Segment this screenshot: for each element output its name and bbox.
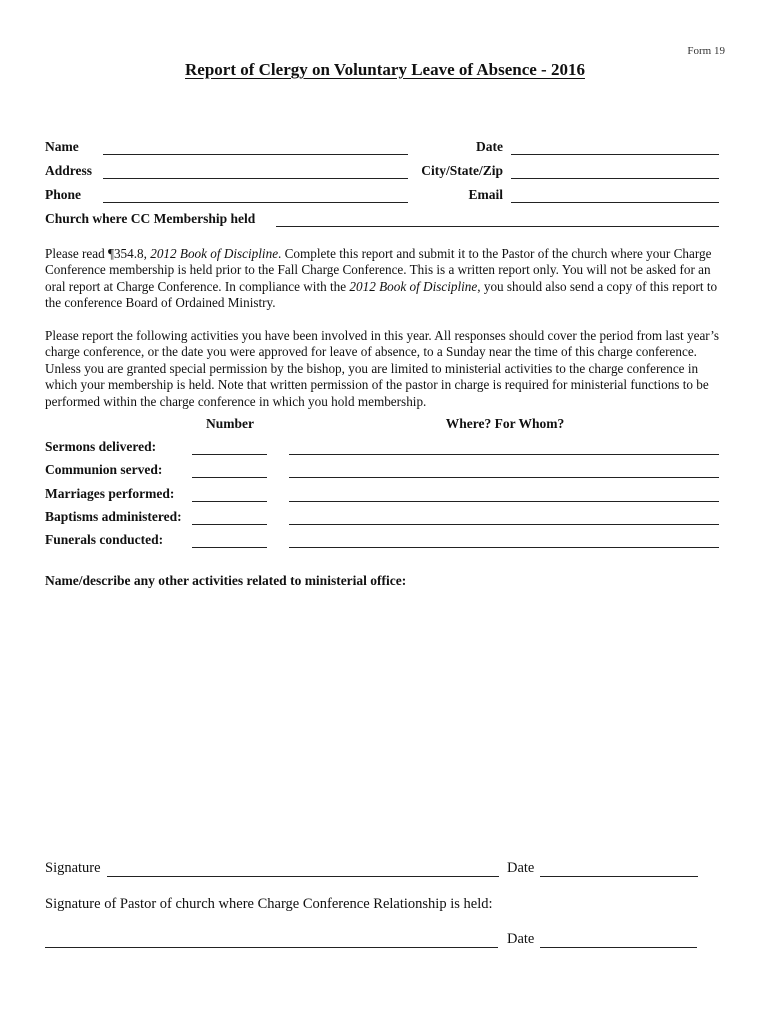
column-number-header: Number <box>206 416 254 431</box>
phone-label: Phone <box>45 187 82 202</box>
church-label: Church where CC Membership held <box>45 211 256 226</box>
activity-label-communion: Communion served: <box>45 462 163 477</box>
form-number: Form 19 <box>687 45 725 57</box>
address-field[interactable] <box>103 178 408 179</box>
instructions-paragraph-2 <box>45 328 725 410</box>
sermons-where-field[interactable] <box>289 454 719 455</box>
pastor-signature-label: Signature of Pastor of church where Charge Conference Relationship is held: <box>45 896 493 912</box>
signature-date-field[interactable] <box>540 876 698 877</box>
funerals-where-field[interactable] <box>289 547 719 548</box>
date-label: Date <box>476 139 503 154</box>
marriages-number-field[interactable] <box>192 501 267 502</box>
column-where-header: Where? For Whom? <box>445 416 565 431</box>
page-title <box>0 60 770 80</box>
p2-text: Please report the following activities you have been involved in this year. All responses should cover the period from last year’s charge conference, or the date you were approved for leave of absence, to a Sunday near the time of this charge conference. Unless you are granted special permission by the bishop, you are limited to ministerial activities to the charge conference in which your membership is held. Note that written permission of the pastor in charge is required for ministerial functions to be performed within the charge conference in which you hold membership. <box>45 328 719 409</box>
city-state-zip-label: City/State/Zip <box>421 163 503 178</box>
communion-where-field[interactable] <box>289 477 719 478</box>
p1-part-a: Please read ¶354.8, <box>45 246 151 261</box>
p1-part-b: 2012 Book of Discipline <box>150 246 279 261</box>
email-label: Email <box>468 187 503 202</box>
pastor-date-label: Date <box>507 931 535 947</box>
pastor-date-field[interactable] <box>540 947 697 948</box>
instructions-paragraph-1 <box>45 246 725 312</box>
pastor-signature-field[interactable] <box>45 947 498 948</box>
baptisms-number-field[interactable] <box>192 524 267 525</box>
communion-number-field[interactable] <box>192 477 267 478</box>
name-field[interactable] <box>103 154 408 155</box>
p1-part-e: , you should also send a copy of this report to the conference Board of Ordained Ministry. <box>45 278 718 311</box>
other-activities-area[interactable] <box>45 595 720 845</box>
baptisms-where-field[interactable] <box>289 524 719 525</box>
activity-label-baptisms: Baptisms administered: <box>45 509 182 524</box>
signature-field[interactable] <box>107 876 499 877</box>
address-label: Address <box>45 163 93 178</box>
sermons-number-field[interactable] <box>192 454 267 455</box>
signature-date-label: Date <box>507 860 535 876</box>
page-title-text: Report of Clergy on Voluntary Leave of Absence - 2016 <box>185 60 585 79</box>
name-label: Name <box>45 139 79 154</box>
p1-part-d: 2012 Book of Discipline <box>349 278 478 294</box>
other-activities-label: Name/describe any other activities related to ministerial office: <box>45 573 407 588</box>
date-field[interactable] <box>511 154 719 155</box>
phone-field[interactable] <box>103 202 408 203</box>
marriages-where-field[interactable] <box>289 501 719 502</box>
p1-part-c: . Complete this report and submit it to the Pastor of the church where your Charge Conference membership is held prior to the Fall Charge Conference. This is a written report only. You will not be asked for an oral report at Charge Conference. In compliance with the <box>45 246 712 294</box>
activity-label-marriages: Marriages performed: <box>45 486 175 501</box>
signature-label: Signature <box>45 860 101 876</box>
funerals-number-field[interactable] <box>192 547 267 548</box>
activity-label-funerals: Funerals conducted: <box>45 532 164 547</box>
church-field[interactable] <box>276 226 719 227</box>
activity-label-sermons: Sermons delivered: <box>45 439 157 454</box>
email-field[interactable] <box>511 202 719 203</box>
city-state-zip-field[interactable] <box>511 178 719 179</box>
